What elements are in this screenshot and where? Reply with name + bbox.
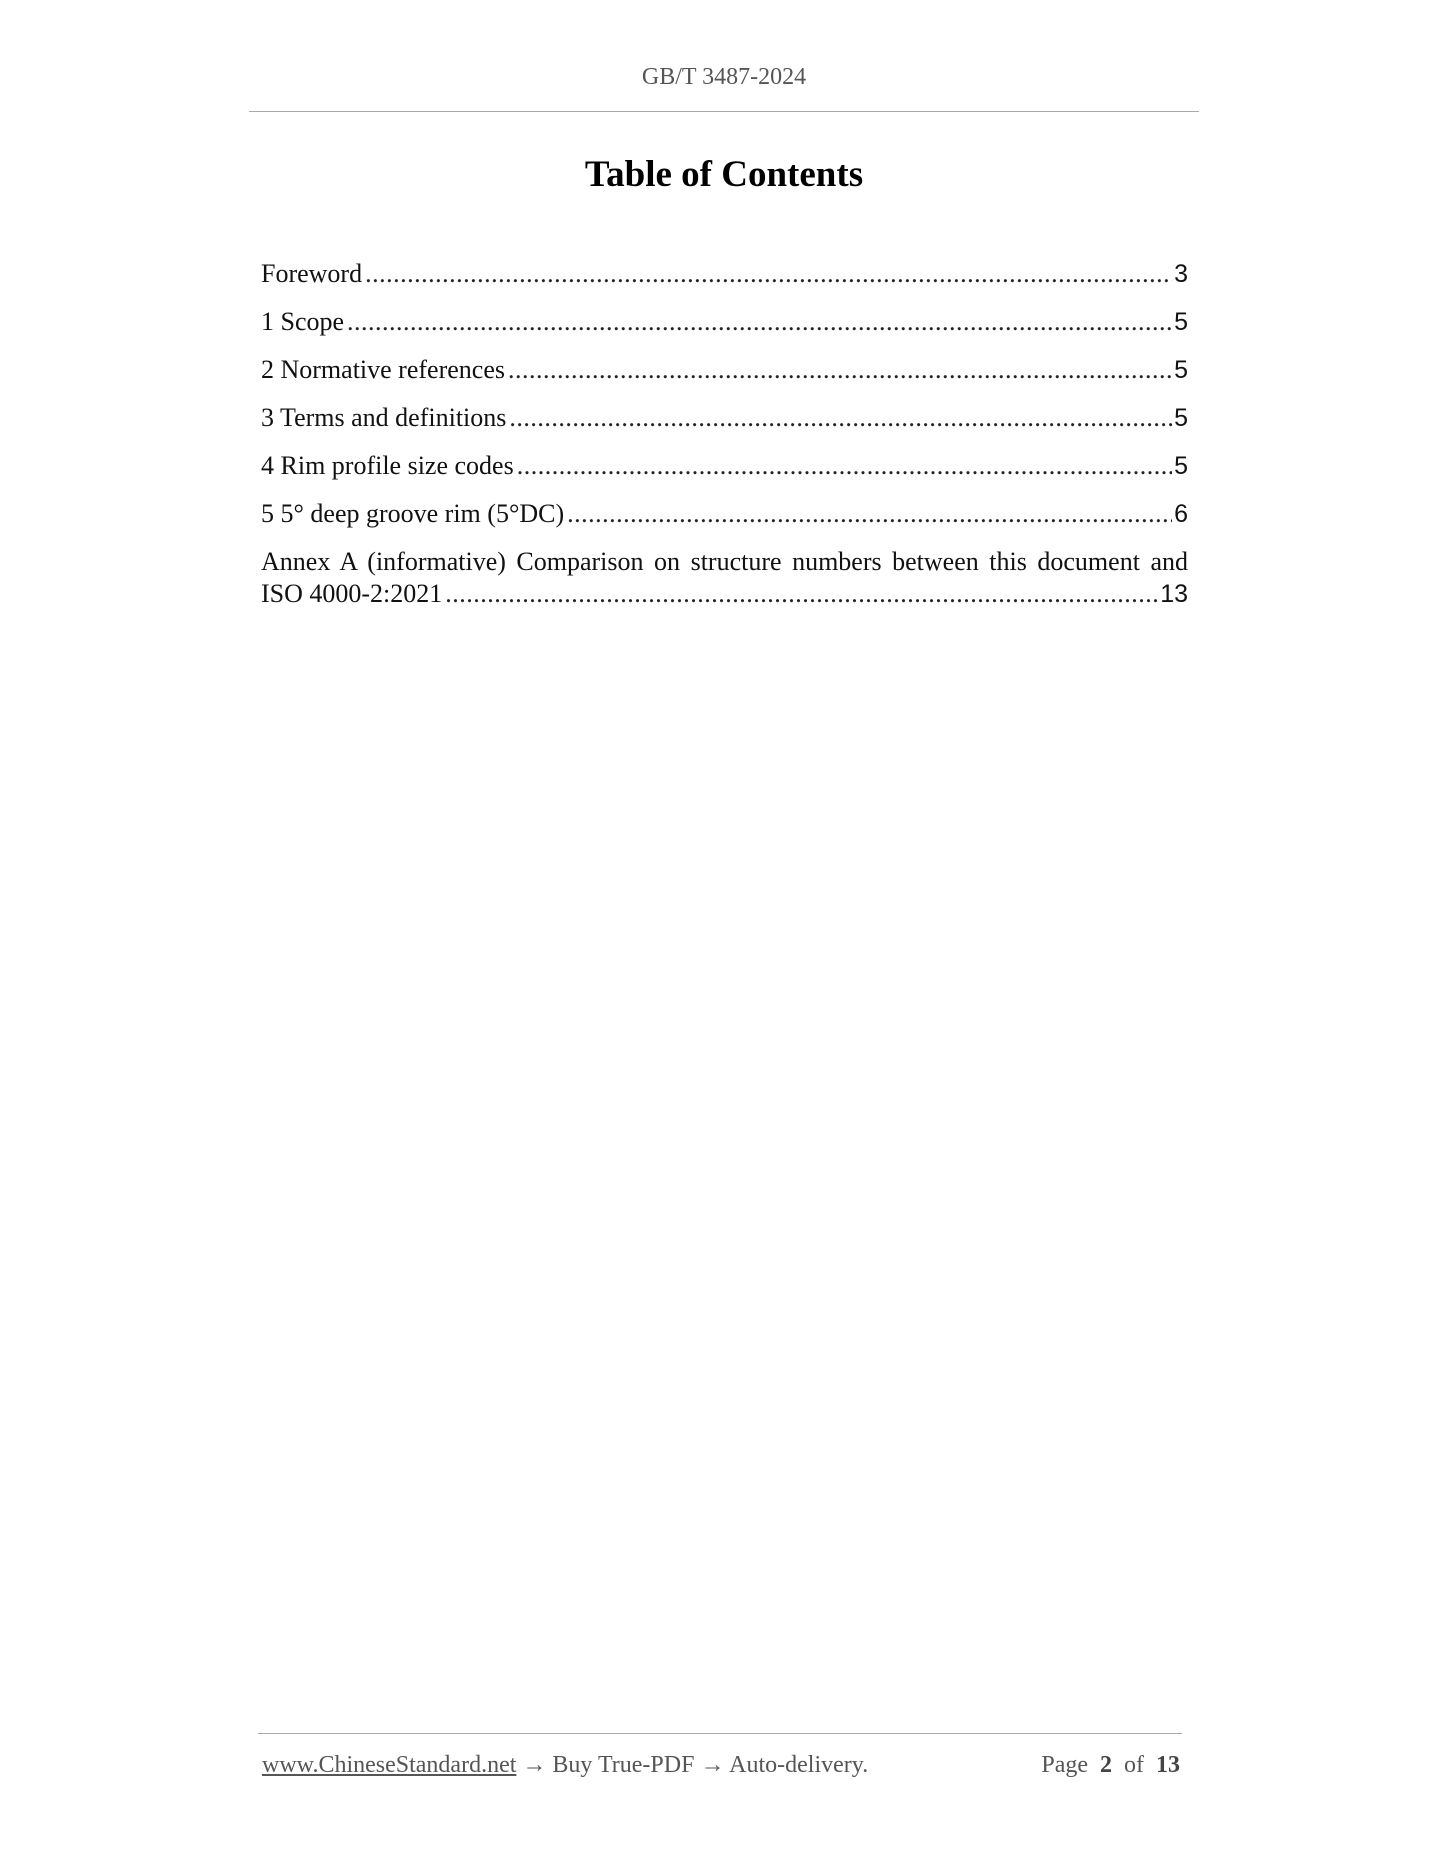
toc-entry-page: 5 [1174,308,1188,336]
toc-entry-rim-profile-size-codes[interactable] [261,450,1188,498]
toc-entry-label: 5 5° deep groove rim (5°DC) [261,499,565,528]
toc-entry-label-line2: ISO 4000-2:2021 [261,579,443,608]
page-header-doc-code: GB/T 3487-2024 [641,64,807,90]
toc-entry-label: 2 Normative references [261,355,505,384]
toc-entry-foreword[interactable] [261,258,1188,306]
toc-entry-label: 4 Rim profile size codes [261,451,514,480]
footer-divider [258,1733,1182,1734]
footer-delivery-text: Auto-delivery. [729,1752,869,1778]
page-indicator [1041,1752,1180,1779]
footer-left [262,1752,868,1779]
arrow-right-icon: → [700,1752,725,1778]
toc-dot-leader [347,306,1172,338]
toc-dot-leader [365,258,1172,290]
toc-entry-label: 1 Scope [261,307,345,336]
toc-dot-leader [517,450,1172,482]
page-title: Table of Contents [584,154,864,195]
toc-entry-deep-groove-rim[interactable] [261,498,1188,546]
toc-dot-leader [509,402,1172,434]
toc-dot-leader [567,498,1172,530]
toc-entry-page: 13 [1160,580,1188,608]
toc-entry-label: Foreword [261,259,363,288]
toc-entry-normative-references[interactable] [261,354,1188,402]
toc-entry-page: 5 [1174,356,1188,384]
footer-website-link[interactable]: www.ChineseStandard.net [262,1752,517,1778]
header-divider [249,111,1199,112]
toc-entry-scope[interactable] [261,306,1188,354]
page-footer [262,1752,1180,1779]
current-page-number: 2 [1100,1752,1112,1778]
toc-dot-leader [445,578,1158,610]
toc-entry-page: 6 [1174,500,1188,528]
toc-entry-page: 5 [1174,452,1188,480]
toc-entry-page: 3 [1174,260,1188,288]
toc-entry-terms-and-definitions[interactable] [261,402,1188,450]
toc-entry-label: 3 Terms and definitions [261,403,507,432]
arrow-right-icon: → [522,1752,547,1778]
toc-entry-annex-a[interactable] [261,546,1188,610]
toc-dot-leader [508,354,1172,386]
of-word: of [1124,1752,1144,1778]
footer-buy-text: Buy True-PDF [552,1752,695,1778]
total-pages-number: 13 [1156,1752,1180,1778]
toc-entry-label-line1: Annex A (informative) Comparison on structure numbers between this document and [261,547,1188,576]
page-word: Page [1041,1752,1088,1778]
table-of-contents [261,258,1188,610]
toc-entry-page: 5 [1174,404,1188,432]
toc-entry-line2 [261,578,1188,610]
